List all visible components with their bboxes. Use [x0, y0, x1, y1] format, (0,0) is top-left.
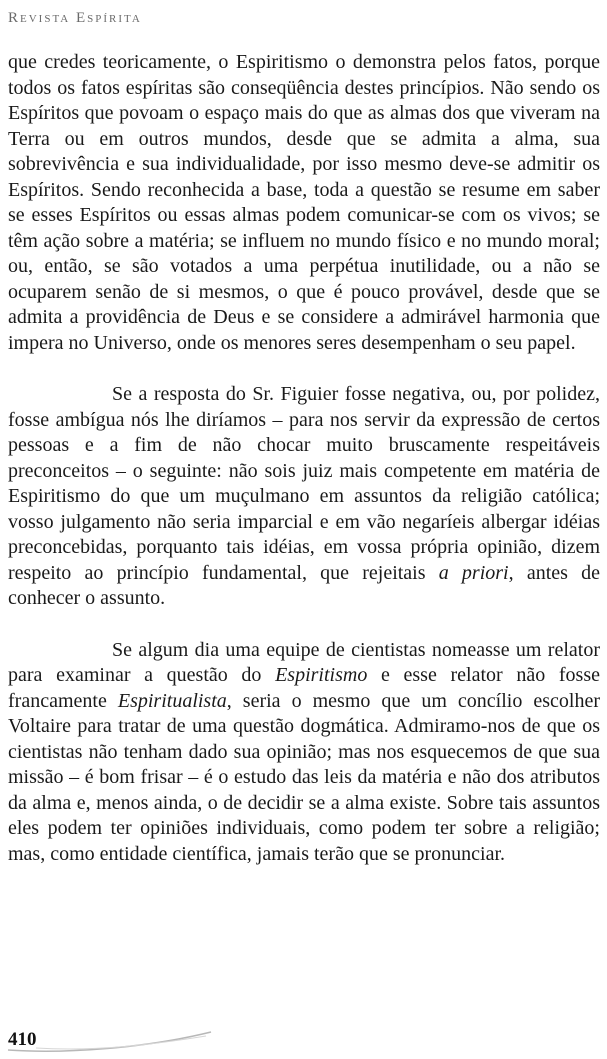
italic-term: Espiritualista — [117, 689, 227, 712]
page-footer — [6, 1024, 216, 1054]
decorative-swoosh-icon — [6, 1024, 216, 1054]
body-text — [8, 50, 600, 893]
paragraph-text: Se a resposta do Sr. Figuier fosse negativa, ou, por polidez, fosse ambígua nós lhe diríamos – para nos servir da expressão de certos pessoas e a fim de não chocar muito bruscamente respeitáveis preconceitos – o seguinte: não sois juiz mais competente em matéria de Espiritismo do que um muçulmano em assuntos da religião católica; vosso julgamento não seria imparcial e em vão negaríeis albergar idéias preconcebidas, porquanto tais idéias, em vossa própria opinião, dizem respeito ao princípio fundamental, que rejeitais — [8, 383, 600, 584]
running-header: Revista Espírita — [8, 10, 142, 26]
paragraph-text: , antes de conhecer o assunto. — [8, 561, 600, 609]
paragraph-text: Se algum dia uma equipe de cientistas nomeasse um relator para examinar a questão do — [8, 638, 600, 686]
paragraph-1 — [8, 50, 600, 356]
paragraph-2 — [8, 382, 600, 612]
paragraph-3 — [8, 638, 600, 868]
page-number: 410 — [8, 1029, 37, 1050]
italic-term: Espiritismo — [275, 664, 368, 686]
paragraph-text: que credes teoricamente, o Espiritismo o demonstra pelos fatos, porque todos os fatos espíritas são conseqüência destes princípios. Não sendo os Espíritos que povoam o espaço mais do que as almas dos que viveram na Terra ou em outros mundos, desde que se admita a alma, sua sobrevivência e sua individualidade, por isso mesmo deve-se admitir os Espíritos. Sendo reconhecida a base, toda a questão se resume em saber se esses Espíritos ou essas almas podem comunicar-se com os vivos; se têm ação sobre a matéria; se influem no mundo físico e no mundo moral; ou, então, se são votados a uma perpétua inutilidade, ou a não se ocuparem senão de si mesmos, o que é pouco provável, desde que se admita a providência de Deus e se considere a admirável harmonia que impera no Universo, onde os menores seres desempenham o seu papel. — [8, 51, 600, 354]
italic-term: a priori — [438, 561, 509, 584]
paragraph-text: , seria o mesmo que um concílio escolher Voltaire para tratar de uma questão dogmática. Admiramo-nos de que os cientistas não tenham dado sua opinião; mas nos esquecemos de que sua missão – é bom frisar – é o estudo das leis da matéria e não dos atributos da alma e, menos ainda, o de decidir se a alma existe. Sobre tais assuntos eles podem ter opiniões individuais, como podem ter sobre a religião; mas, como entidade científica, jamais terão que se pronunciar. — [8, 689, 600, 865]
paragraph-text: e esse relator não fosse francamente — [8, 664, 600, 712]
